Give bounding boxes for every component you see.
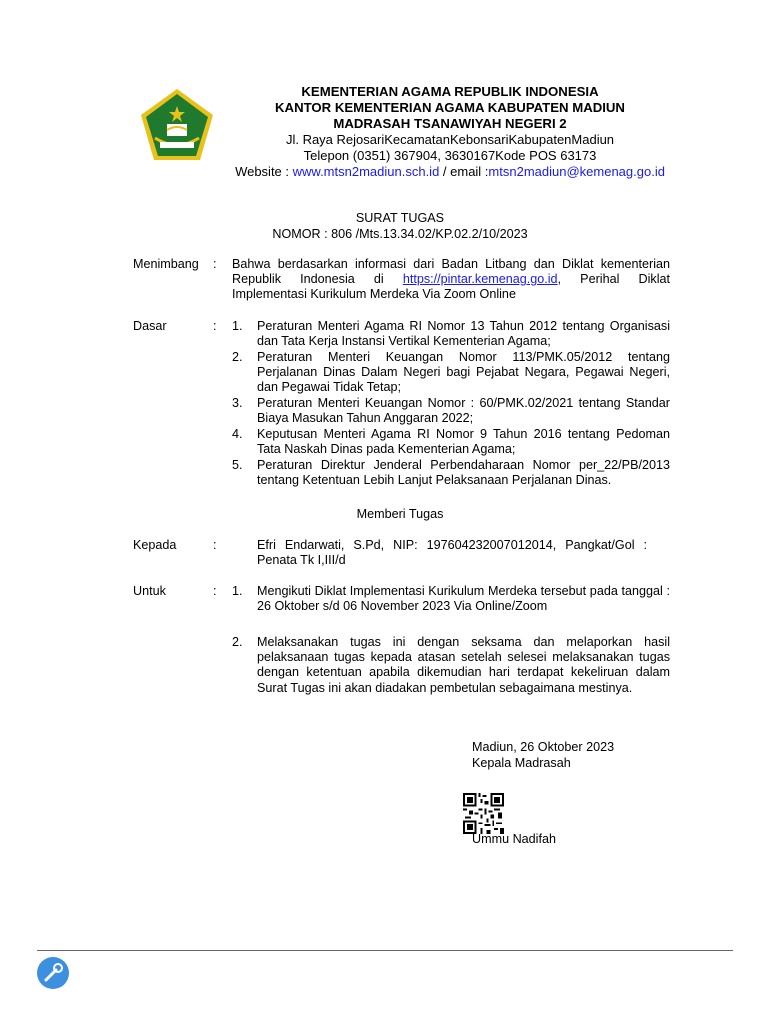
dasar-item-number: 2. — [232, 350, 243, 364]
dasar-item-number: 1. — [232, 319, 243, 333]
office-name: KANTOR KEMENTERIAN AGAMA KABUPATEN MADIUN — [275, 100, 625, 115]
dasar-section — [0, 319, 768, 494]
untuk-label: Untuk — [133, 584, 166, 598]
kepada-text: Efri Endarwati, S.Pd, NIP: 197604232007012014, Pangkat/Gol : Penata Tk I,III/d — [257, 538, 647, 568]
pintar-link[interactable]: https://pintar.kemenag.go.id — [402, 272, 558, 287]
viewer-badge-icon[interactable] — [37, 957, 69, 989]
menimbang-colon: : — [213, 257, 217, 271]
dasar-item: Keputusan Menteri Agama RI Nomor 9 Tahun 2016 tentang Pedoman Tata Naskah Dinas pada Kementerian Agama; — [257, 427, 670, 457]
signature-position: Kepala Madrasah — [472, 756, 571, 770]
dasar-item-number: 5. — [232, 458, 243, 472]
dasar-label: Dasar — [133, 319, 167, 333]
dasar-item-number: 4. — [232, 427, 243, 441]
signature-place-date: Madiun, 26 Oktober 2023 — [472, 740, 615, 754]
untuk-item-number: 1. — [232, 584, 243, 598]
dasar-colon: : — [213, 319, 217, 333]
untuk-item-number: 2. — [232, 635, 243, 649]
website-link[interactable]: www.mtsn2madiun.sch.id — [292, 164, 440, 179]
menimbang-label: Menimbang — [133, 257, 199, 271]
contact-line — [200, 164, 700, 180]
untuk-section — [0, 584, 768, 704]
letter-title: SURAT TUGAS — [355, 211, 445, 225]
phone: Telepon (0351) 367904, 3630167Kode POS 63173 — [303, 148, 597, 163]
email-label: / email : — [439, 164, 489, 179]
untuk-colon: : — [213, 584, 217, 598]
untuk-item: Melaksanakan tugas ini dengan seksama dan melaporkan hasil pelaksanaan tugas kepada atasan setelah selesei melaksanakan tugas dengan ketentuan apabila dikemudian hari terdapat kekeliruan dalam Surat Tugas ini akan diadakan pembetulan sebagaimana mestinya. — [257, 635, 670, 695]
memberi-tugas-heading: Memberi Tugas — [356, 507, 444, 521]
untuk-item: Mengikuti Diklat Implementasi Kurikulum Merdeka tersebut pada tanggal : 26 Oktober s/d 06 November 2023 Via Online/Zoom — [257, 584, 670, 614]
ministry-name: KEMENTERIAN AGAMA REPUBLIK INDONESIA — [301, 84, 599, 99]
dasar-item: Peraturan Menteri Keuangan Nomor 113/PMK.05/2012 tentang Perjalanan Dinas Dalam Negeri bagi Pejabat Negara, Pegawai Negeri, dan Pegawai Tidak Tetap; — [257, 350, 670, 395]
kepada-label: Kepada — [133, 538, 177, 552]
kepada-section — [0, 538, 768, 572]
website-label: Website : — [235, 164, 293, 179]
school-name: MADRASAH TSANAWIYAH NEGERI 2 — [333, 116, 567, 131]
dasar-item: Peraturan Direktur Jenderal Perbendaharaan Nomor per_22/PB/2013 tentang Ketentuan Lebih Lanjut Pelaksanaan Perjalanan Dinas. — [257, 458, 670, 488]
dasar-item: Peraturan Menteri Keuangan Nomor : 60/PMK.02/2021 tentang Standar Biaya Masukan Tahun Anggaran 2022; — [257, 396, 670, 426]
email-link[interactable]: mtsn2madiun@kemenag.go.id — [488, 164, 665, 179]
footer-divider — [37, 950, 733, 951]
menimbang-text: Bahwa berdasarkan informasi dari Badan Litbang dan Diklat kementerian Republik Indonesia di https://pintar.kemenag.go.id, Perihal Diklat Implementasi Kurikulum Merdeka Via Zoom Online — [232, 257, 670, 302]
menimbang-section — [0, 257, 768, 307]
dasar-item-number: 3. — [232, 396, 243, 410]
letter-number: NOMOR : 806 /Mts.13.34.02/KP.02.2/10/2023 — [272, 227, 528, 241]
dasar-item: Peraturan Menteri Agama RI Nomor 13 Tahun 2012 tentang Organisasi dan Tata Kerja Instansi Vertikal Kementerian Agama; — [257, 319, 670, 349]
signatory-name: Ummu Nadifah — [472, 832, 556, 846]
qr-code — [463, 793, 504, 834]
address: Jl. Raya RejosariKecamatanKebonsariKabupatenMadiun — [285, 132, 615, 147]
kepada-colon: : — [213, 538, 217, 552]
